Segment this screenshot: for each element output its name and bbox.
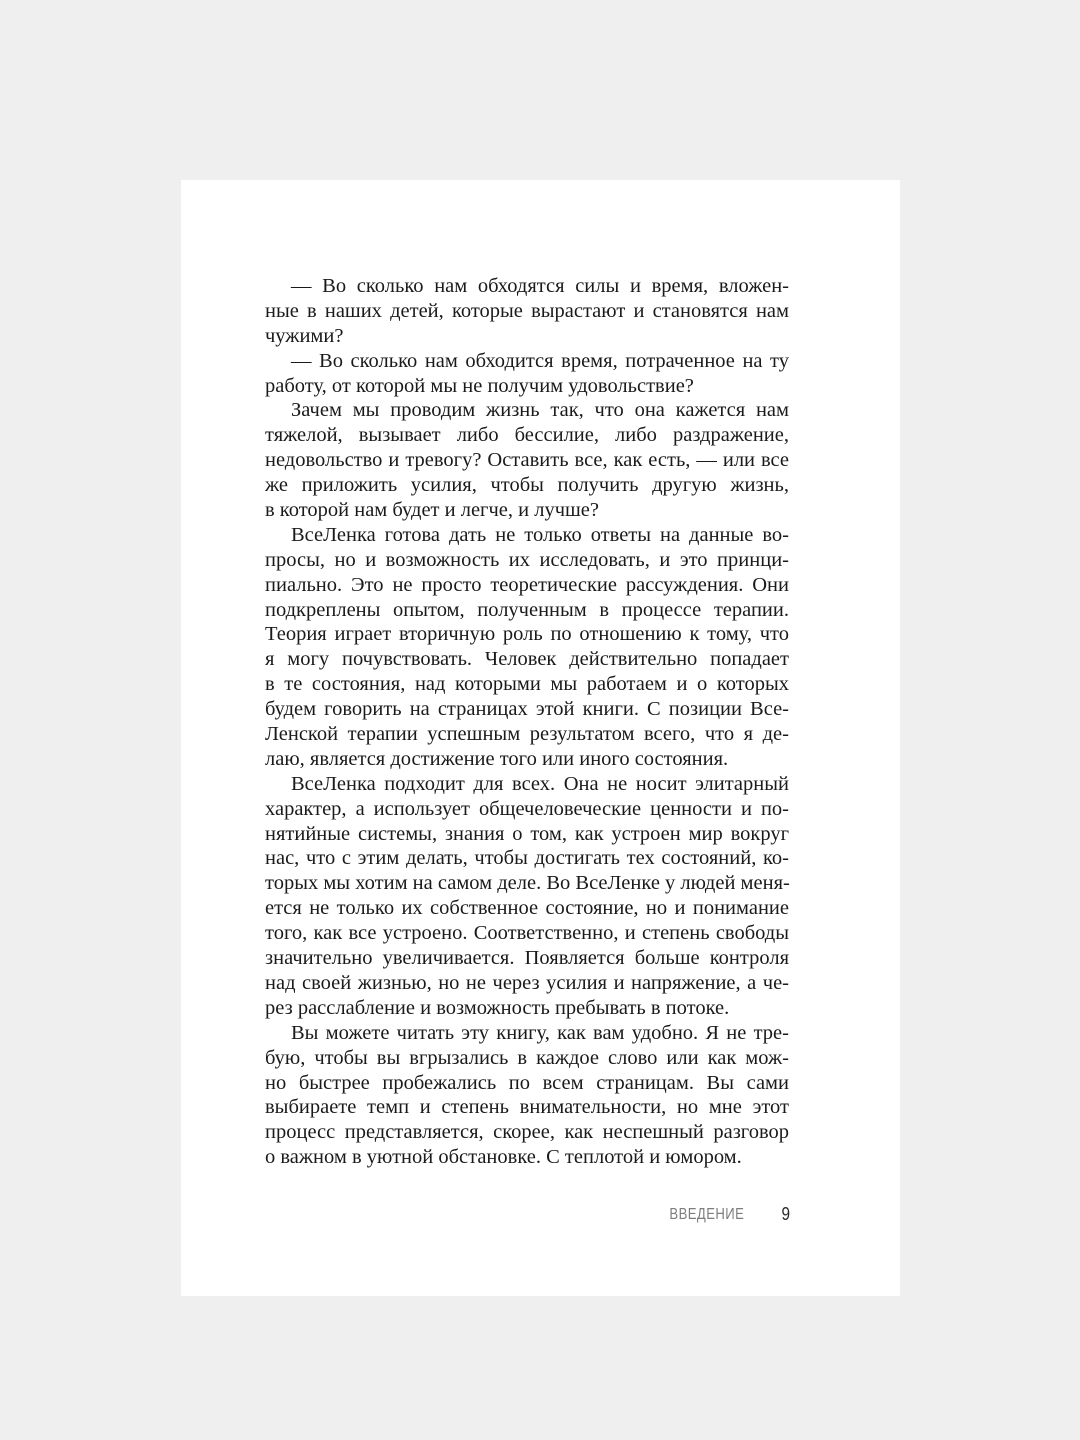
text-line: чужими? — [265, 324, 344, 347]
text-line: ется не только их собственное состояние, но и понимание — [265, 897, 789, 920]
page-number: 9 — [781, 1204, 790, 1224]
text-line: работу, от которой мы не получим удовольствие? — [265, 374, 694, 397]
text-line: выбираете темп и степень внимательности, но мне этот — [265, 1096, 789, 1119]
text-line: ВсеЛенка подходит для всех. Она не носит элитарный — [291, 772, 789, 795]
text-line: ные в наших детей, которые вырастают и становятся нам — [265, 299, 789, 322]
text-line: процесс представляется, скорее, как неспешный разговор — [265, 1121, 789, 1144]
text-line: просы, но и возможность их исследовать, и это принци- — [265, 548, 789, 571]
text-line: же приложить усилия, чтобы получить другую жизнь, — [265, 474, 789, 497]
text-line: я могу почувствовать. Человек действительно попадает — [265, 648, 789, 671]
text-line: нас, что с этим делать, чтобы достигать тех состояний, ко- — [265, 847, 789, 870]
text-line: будем говорить на страницах этой книги. С позиции Все- — [265, 698, 789, 721]
text-line: Зачем мы проводим жизнь так, что она кажется нам — [291, 399, 789, 422]
text-line: того, как все устроено. Соответственно, и степень свободы — [265, 922, 789, 945]
text-line: нятийные системы, знания о том, как устроен мир вокруг — [265, 822, 789, 845]
text-line: Теория играет вторичную роль по отношению к тому, что — [265, 623, 789, 646]
body-text — [265, 274, 789, 1170]
page-footer — [500, 1204, 790, 1228]
text-line: Вы можете читать эту книгу, как вам удобно. Я не тре- — [291, 1021, 789, 1044]
text-line: — Во сколько нам обходится время, потраченное на ту — [291, 349, 789, 372]
text-line: недовольство и тревогу? Оставить все, как есть, — или все — [265, 449, 789, 472]
text-line: над своей жизнью, но не через усилия и напряжение, а че- — [265, 971, 789, 994]
running-section-title: ВВЕДЕНИЕ — [669, 1206, 744, 1223]
text-line: бую, чтобы вы вгрызались в каждое слово или как мож- — [265, 1046, 789, 1069]
text-line: ВсеЛенка готова дать не только ответы на данные во- — [291, 523, 789, 546]
text-line: тяжелой, вызывает либо бессилие, либо раздражение, — [265, 424, 789, 447]
text-line: рез расслабление и возможность пребывать в потоке. — [265, 996, 730, 1019]
text-line: в которой нам будет и легче, и лучше? — [265, 499, 599, 522]
text-line: значительно увеличивается. Появляется больше контроля — [265, 947, 789, 970]
text-line: но быстрее пробежались по всем страницам. Вы сами — [265, 1071, 789, 1094]
text-line: Ленской терапии успешным результатом всего, что я де- — [265, 723, 789, 746]
text-line: лаю, является достижение того или иного состояния. — [265, 747, 729, 770]
text-line: — Во сколько нам обходятся силы и время, вложен- — [291, 275, 789, 297]
text-line: пиально. Это не просто теоретические рассуждения. Они — [265, 573, 789, 596]
text-line: подкреплены опытом, полученным в процессе терапии. — [265, 598, 789, 621]
text-line: в те состояния, над которыми мы работаем и о которых — [265, 673, 789, 696]
text-line: о важном в уютной обстановке. С теплотой и юмором. — [265, 1146, 742, 1169]
text-line: характер, а использует общечеловеческие ценности и по- — [265, 797, 789, 820]
text-line: торых мы хотим на самом деле. Во ВсеЛенке у людей меня- — [265, 872, 790, 895]
